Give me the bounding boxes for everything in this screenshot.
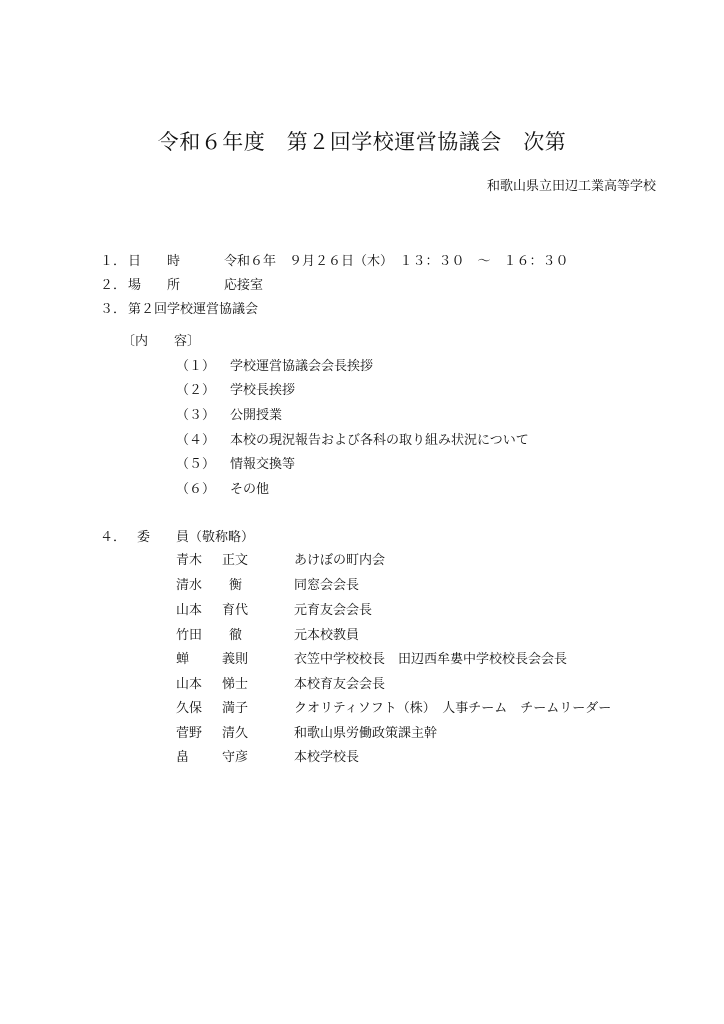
member-surname: 久保 xyxy=(176,701,203,716)
member-given-name: 義則 xyxy=(222,652,249,667)
place-value: 応接室 xyxy=(224,278,264,293)
member-role: 本校学校長 xyxy=(294,750,360,765)
member-given-name: 守彦 xyxy=(222,750,249,765)
contents-item-text: 学校長挨拶 xyxy=(230,383,296,398)
section-number: ４． xyxy=(100,530,127,545)
member-role: 元育友会会長 xyxy=(294,603,373,618)
contents-item-number: （４） xyxy=(176,433,216,448)
member-role: あけぼの町内会 xyxy=(294,553,386,568)
contents-item-text: その他 xyxy=(230,482,270,497)
member-given-name: 清久 xyxy=(222,726,249,741)
contents-heading: 〔内 容〕 xyxy=(122,334,201,349)
member-surname: 菅野 xyxy=(176,726,203,741)
section-number: ２． xyxy=(100,278,127,293)
contents-item-number: （３） xyxy=(176,408,216,423)
date-time-value: 令和６年 ９月２６日（木） １３：３０ ～ １６：３０ xyxy=(224,254,569,269)
member-surname: 竹田 xyxy=(176,628,203,643)
member-role: 元本校教員 xyxy=(294,628,360,643)
member-given-name: 悌士 xyxy=(222,677,249,692)
member-role: 本校育友会会長 xyxy=(294,677,386,692)
member-surname: 清水 xyxy=(176,578,203,593)
member-given-name: 正文 xyxy=(222,553,249,568)
member-surname: 山本 xyxy=(176,677,203,692)
member-surname: 蝉 xyxy=(176,652,190,667)
place-label: 場 所 xyxy=(128,278,181,293)
member-given-name: 徹 xyxy=(229,628,243,643)
member-role: 和歌山県労働政策課主幹 xyxy=(294,726,438,741)
contents-item-number: （５） xyxy=(176,457,216,472)
contents-item-text: 情報交換等 xyxy=(230,457,296,472)
member-surname: 青木 xyxy=(176,553,203,568)
contents-item-number: （１） xyxy=(176,359,216,374)
school-name: 和歌山県立田辺工業高等学校 xyxy=(486,179,656,194)
member-role: クオリティソフト（株） 人事チーム チームリーダー xyxy=(294,701,612,716)
members-label: 委 員（敬称略） xyxy=(137,530,255,545)
member-role: 同窓会会長 xyxy=(294,578,360,593)
contents-item-text: 学校運営協議会会長挨拶 xyxy=(230,359,374,374)
member-given-name: 衡 xyxy=(229,578,243,593)
document-title: 令和６年度 第２回学校運営協議会 次第 xyxy=(157,130,567,154)
member-given-name: 満子 xyxy=(222,701,249,716)
contents-item-number: （６） xyxy=(176,482,216,497)
section-number: ３． xyxy=(100,302,127,317)
date-time-label: 日 時 xyxy=(128,254,181,269)
member-surname: 山本 xyxy=(176,603,203,618)
member-surname: 畠 xyxy=(176,750,190,765)
member-given-name: 育代 xyxy=(222,603,249,618)
meeting-label: 第２回学校運営協議会 xyxy=(128,302,259,317)
member-role: 衣笠中学校校長 田辺西牟婁中学校校長会会長 xyxy=(294,652,568,667)
contents-item-text: 公開授業 xyxy=(230,408,283,423)
contents-item-text: 本校の現況報告および各科の取り組み状況について xyxy=(230,433,529,448)
contents-item-number: （２） xyxy=(176,383,216,398)
section-number: １． xyxy=(100,254,127,269)
